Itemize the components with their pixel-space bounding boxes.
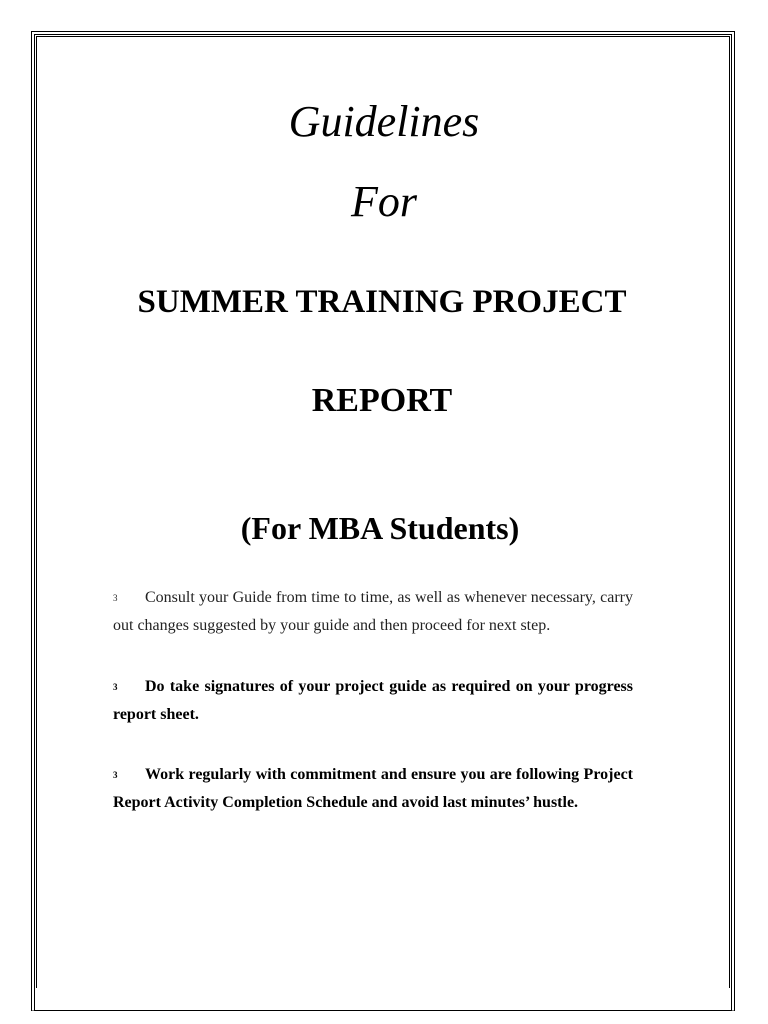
heading-guidelines: Guidelines (288, 97, 480, 146)
guideline-point-3 (113, 761, 633, 817)
bullet-glyph: 3 (113, 593, 118, 604)
bullet-glyph: 3 (113, 682, 118, 693)
guideline-point-1 (113, 584, 633, 640)
title-summer-training-project: SUMMER TRAINING PROJECT (137, 284, 627, 320)
subtitle-mba-students: (For MBA Students) (240, 510, 520, 546)
title-report: REPORT (311, 382, 453, 419)
guideline-point-2 (113, 673, 633, 729)
heading-for: For (351, 177, 417, 226)
guideline-point-3-text: Work regularly with commitment and ensure you are following Project Report Activity Completion Schedule and avoid last minutes’ hustle. (113, 766, 633, 812)
guideline-point-1-text: Consult your Guide from time to time, as well as whenever necessary, carry out changes suggested by your guide and then proceed for next step. (113, 589, 633, 635)
bullet-glyph: 3 (113, 770, 118, 781)
guideline-point-2-text: Do take signatures of your project guide as required on your progress report sheet. (113, 678, 633, 724)
